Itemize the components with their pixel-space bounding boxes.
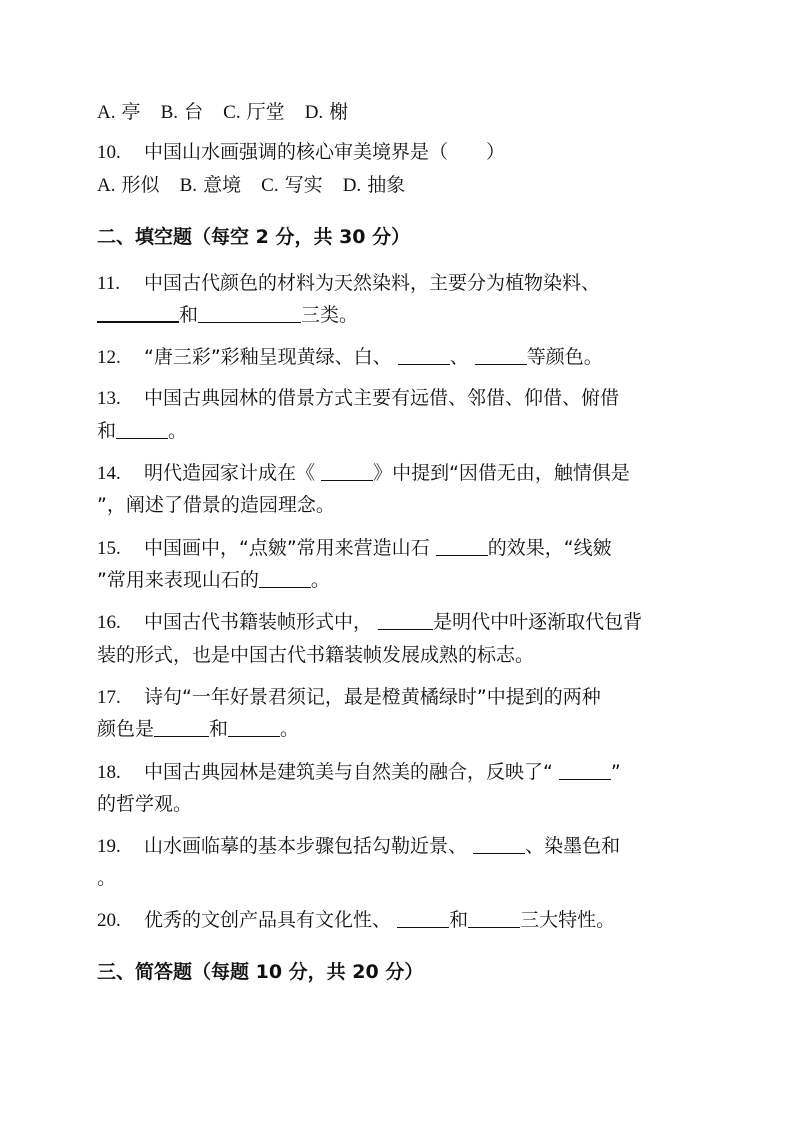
q16-line2: 装的形式，也是中国古代书籍装帧发展成熟的标志。 [97,644,535,666]
question-number: 19. [97,836,121,857]
answer-blank[interactable] [198,304,301,323]
answer-blank[interactable] [378,611,433,630]
question-number: 12. [97,347,121,368]
question-number: 17. [97,687,121,708]
q11-line2: 和 三类。 [97,303,358,327]
q10-option-d: D. 抽象 [342,174,406,196]
q11-line1: 11. 中国古代颜色的材料为天然染料，主要分为植物染料、 [97,272,601,294]
q12-line1: 12. “唐三彩”彩釉呈现黄绿、白、 、 等颜色。 [97,346,603,368]
q17-line2: 颜色是 和 。 [97,718,300,740]
q9-option-a: A. 亭 [97,101,141,123]
q18-line2: 的哲学观。 [97,793,193,815]
question-number: 16. [97,612,121,633]
q13-line1: 13. 中国古典园林的借景方式主要有远借、邻借、仰借、俯借 [97,387,620,409]
answer-blank[interactable] [97,303,179,323]
q10-option-b: B. 意境 [179,174,242,196]
q19-line2: 。 [97,867,117,889]
question-number: 10. [97,142,121,163]
q10-option-a: A. 形似 [97,174,160,196]
q17-line1: 17. 诗句“一年好景君须记，最是橙黄橘绿时”中提到的两种 [97,686,601,708]
answer-blank[interactable] [321,462,373,481]
q9-option-d: D. 榭 [304,101,349,123]
answer-blank[interactable] [228,718,280,737]
q16-line1: 16. 中国古代书籍装帧形式中， 是明代中叶逐渐取代包背 [97,611,643,633]
question-number: 20. [97,910,121,931]
question-number: 14. [97,463,121,484]
q9-option-b: B. 台 [160,101,204,123]
q10-options [97,173,419,198]
answer-blank[interactable] [154,718,209,737]
q20-line1: 20. 优秀的文创产品具有文化性、 和 三大特性。 [97,909,616,931]
q9-options [97,100,362,125]
q10-stem [97,140,505,165]
question-number: 18. [97,762,121,783]
answer-blank[interactable] [116,420,168,439]
question-number: 13. [97,388,121,409]
section-heading: 三、简答题（每题 10 分，共 20 分） [97,961,424,983]
q19-line1: 19. 山水画临摹的基本步骤包括勾勒近景、 、染墨色和 [97,835,621,857]
q14-line1: 14. 明代造园家计成在《 》中提到“因借无由，触情俱是 [97,462,630,484]
answer-blank[interactable] [468,909,520,928]
answer-blank[interactable] [559,761,611,780]
q13-line2: 和 。 [97,420,188,442]
question-number: 15. [97,538,121,559]
answer-blank[interactable] [397,909,449,928]
answer-blank[interactable] [398,346,450,365]
q10-option-c: C. 写实 [261,174,323,196]
answer-blank[interactable] [436,537,488,556]
q15-line1: 15. 中国画中，“点皴”常用来营造山石 的效果，“线皴 [97,537,612,559]
answer-blank[interactable] [259,569,311,588]
question-text: 中国山水画强调的核心审美境界是（ ） [144,141,506,163]
answer-blank[interactable] [473,835,525,854]
q18-line1: 18. 中国古典园林是建筑美与自然美的融合，反映了“ ” [97,761,621,783]
q9-option-c: C. 厅堂 [223,101,285,123]
q14-line2: ”，阐述了借景的造园理念。 [97,494,335,516]
answer-blank[interactable] [475,346,527,365]
q15-line2: ”常用来表现山石的 。 [97,569,330,591]
section-heading: 二、填空题（每空 2 分，共 30 分） [97,226,411,248]
question-number: 11. [97,273,121,294]
